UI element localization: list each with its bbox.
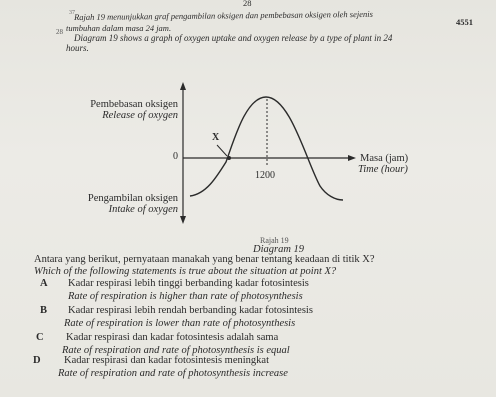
stem-malay-line1: Rajah 19 menunjukkan graf pengambilan oksigen dan pembebasan oksigen oleh sejenis xyxy=(74,8,373,22)
option-d-english: Rate of respiration and rate of photosynthesis increase xyxy=(58,368,288,379)
option-b-english: Rate of respiration is lower than rate of photosynthesis xyxy=(64,318,296,329)
option-a-letter[interactable]: A xyxy=(40,278,48,289)
intake-label-english: Intake of oxygen xyxy=(108,204,178,215)
x-axis-label-english: Time (hour) xyxy=(358,164,408,175)
y-axis-arrow-up xyxy=(180,82,186,90)
point-x-pointer xyxy=(217,145,227,156)
prompt-malay: Antara yang berikut, pernyataan manakah yang benar tentang keadaan di titik X? xyxy=(34,254,375,265)
point-x-marker xyxy=(227,156,231,160)
option-d-letter[interactable]: D xyxy=(33,355,41,366)
origin-label: 0 xyxy=(173,151,178,162)
option-c-malay: Kadar respirasi dan kadar fotosintesis adalah sama xyxy=(66,332,279,343)
option-d-malay: Kadar respirasi dan kadar fotosintesis meningkat xyxy=(64,355,269,366)
option-b-malay: Kadar respirasi lebih rendah berbanding kadar fotosintesis xyxy=(68,305,313,316)
x-axis-arrow xyxy=(348,155,356,161)
option-c-english: Rate of respiration and rate of photosynthesis is equal xyxy=(62,345,290,356)
intake-label-malay: Pengambilan oksigen xyxy=(87,193,178,204)
option-a-malay: Kadar respirasi lebih tinggi berbanding kadar fotosintesis xyxy=(68,278,309,289)
option-a-english: Rate of respiration is higher than rate of photosynthesis xyxy=(68,291,303,302)
x-axis-label-malay: Masa (jam) xyxy=(360,153,409,164)
paper-code: 4551 xyxy=(456,17,473,27)
stem-malay-line2: tumbuhan dalam masa 24 jam. xyxy=(66,23,172,33)
prompt-english: Which of the following statements is true about the situation at point X? xyxy=(34,266,337,277)
option-b-letter[interactable]: B xyxy=(40,305,48,316)
tick-label-1200: 1200 xyxy=(255,170,275,181)
stem-english-line2: hours. xyxy=(66,43,89,53)
caption-malay: Rajah 19 xyxy=(260,236,289,245)
point-x-label: X xyxy=(212,132,220,143)
release-label-english: Release of oxygen xyxy=(102,110,178,121)
stem-english-line1: Diagram 19 shows a graph of oxygen uptake and oxygen release by a type of plant in 24 xyxy=(74,33,393,43)
margin-mark: 37 xyxy=(69,10,75,16)
option-c-letter[interactable]: C xyxy=(36,332,44,343)
release-label-malay: Pembebasan oksigen xyxy=(90,99,178,110)
caption-english: Diagram 19 xyxy=(253,244,305,255)
page-number: 28 xyxy=(243,0,252,8)
y-axis-arrow-down xyxy=(180,216,186,224)
margin-number: 28 xyxy=(56,28,63,36)
